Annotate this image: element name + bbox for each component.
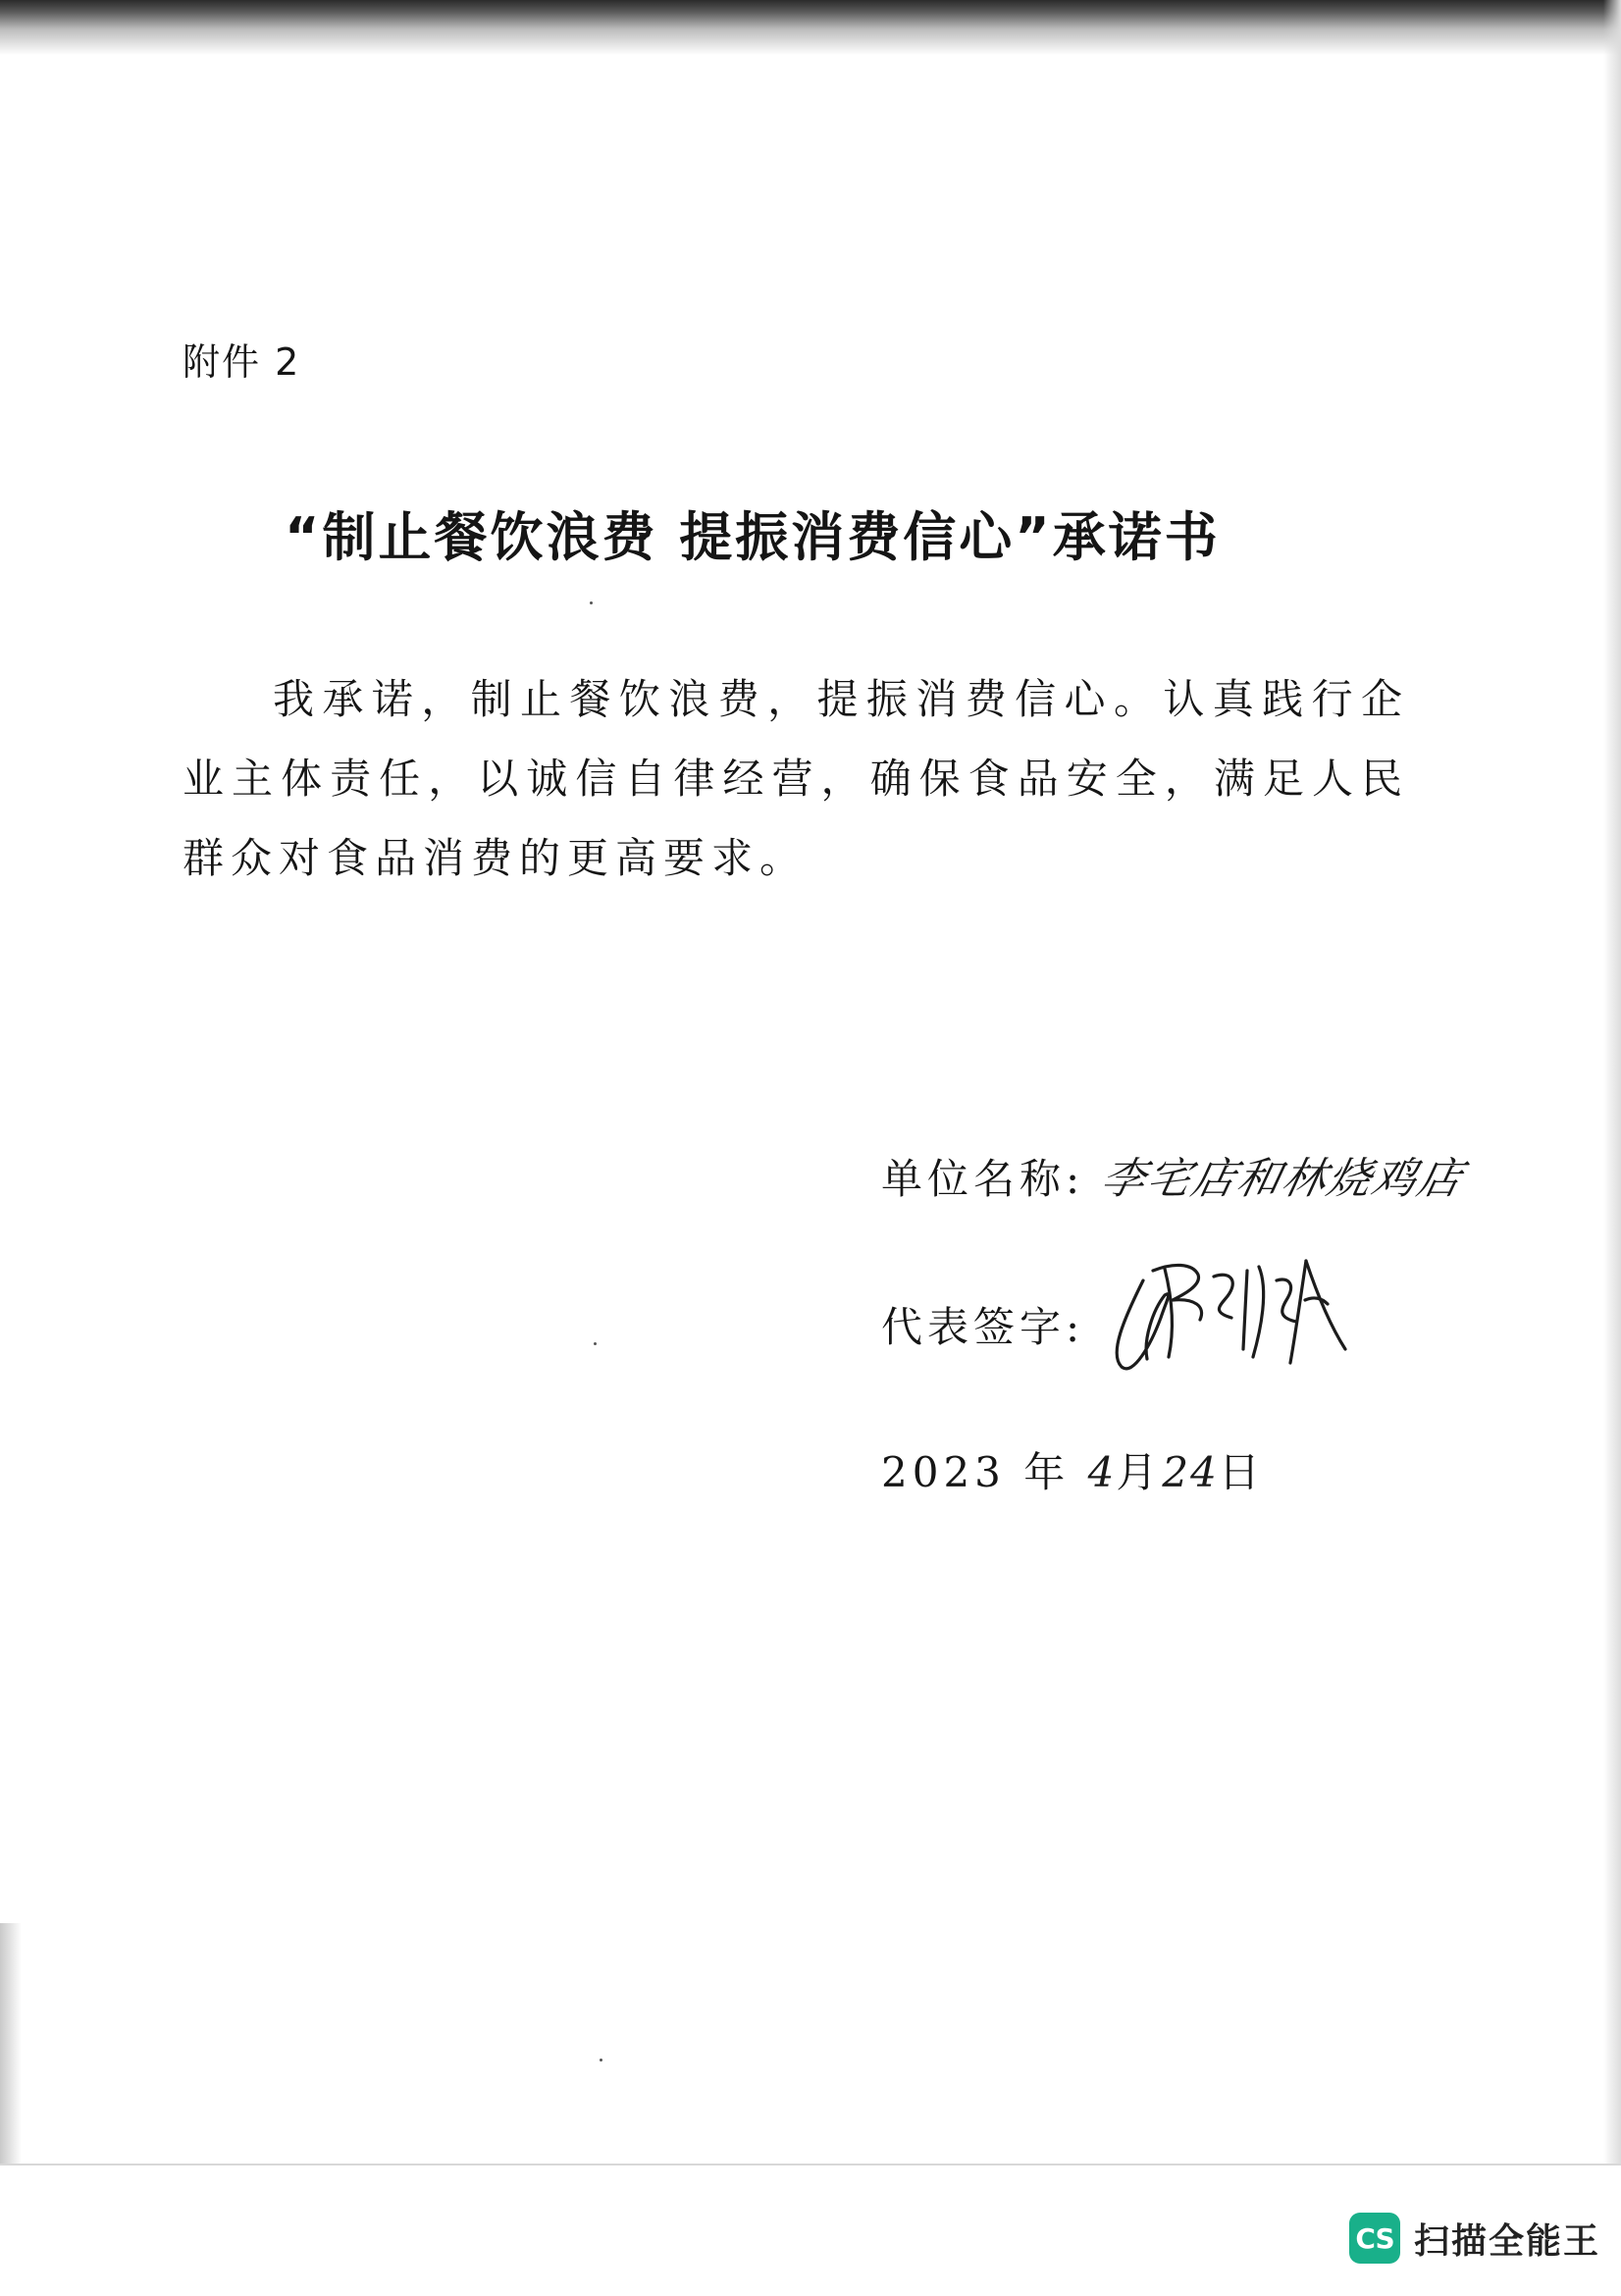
scan-left-edge xyxy=(0,1923,22,2168)
date-month: 4 xyxy=(1087,1448,1117,1496)
scan-top-shadow xyxy=(0,0,1621,55)
representative-line xyxy=(881,1295,1084,1354)
scan-speck xyxy=(590,601,593,604)
scan-speck xyxy=(600,2059,602,2061)
unit-name-label: 单位名称: xyxy=(881,1155,1085,1203)
date-day-unit: 日 xyxy=(1218,1448,1265,1496)
date-day: 24 xyxy=(1162,1448,1219,1496)
date-line xyxy=(881,1440,1265,1499)
document-title: “制止餐饮浪费 提振消费信心”承诺书 xyxy=(285,506,1221,568)
unit-name-handwritten: 李宅店和林烧鸡店 xyxy=(1096,1154,1468,1204)
camscanner-app-name: 扫描全能王 xyxy=(1414,2220,1601,2262)
scan-right-edge xyxy=(1603,0,1621,2168)
attachment-label: 附件 2 xyxy=(183,340,301,384)
representative-label: 代表签字: xyxy=(881,1303,1085,1351)
date-year: 2023 xyxy=(881,1448,1006,1496)
date-year-unit: 年 xyxy=(1023,1448,1071,1496)
scan-speck xyxy=(594,1342,597,1345)
date-month-unit: 月 xyxy=(1116,1448,1163,1496)
commitment-body: 我承诺，制止餐饮浪费，提振消费信心。认真践行企业主体责任，以诚信自律经营，确保食品安全，满足人民群众对食品消费的更高要求。 xyxy=(183,675,1409,882)
camscanner-watermark xyxy=(1349,2213,1600,2264)
handwritten-signature xyxy=(1104,1241,1359,1388)
camscanner-logo-icon: CS xyxy=(1349,2213,1400,2264)
unit-name-line xyxy=(881,1143,1468,1206)
